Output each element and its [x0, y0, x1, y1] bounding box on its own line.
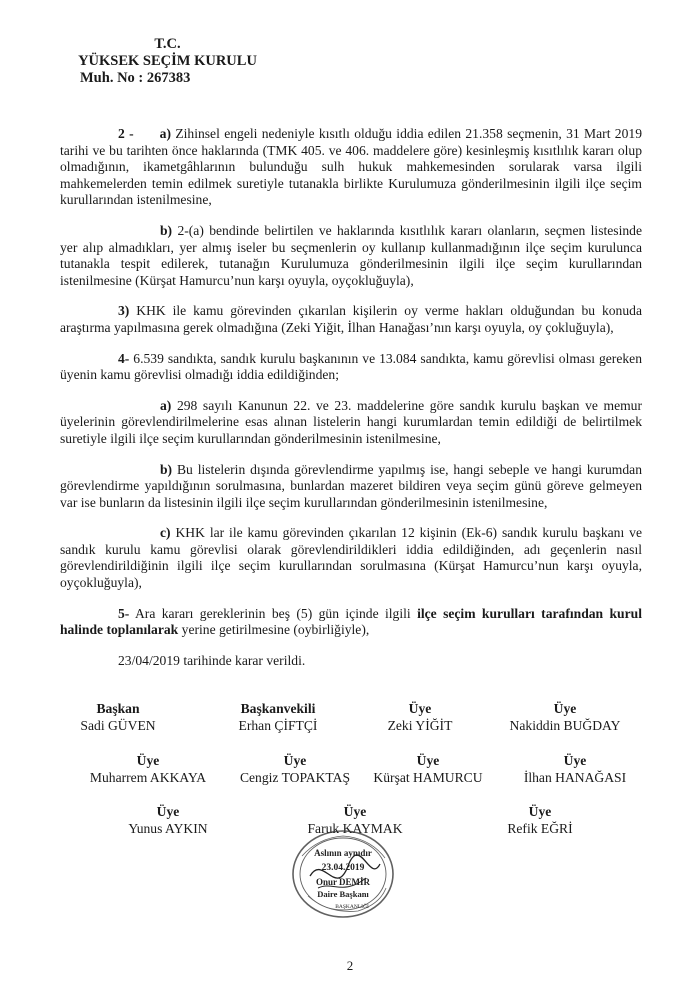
- item-letter: a): [159, 126, 171, 141]
- paragraph-text: Bu listelerin dışında görevlendirme yapılmış ise, hangi sebeple ve hangi kurumdan görevlendirme yapıldığının sorulmasına, bunlardan mazeret bildiren veya seçim günü göreve gelmeyen var ise bunların da listesinin ilgili ilçe seçim kurullarından gönderilmesinin istenilmesine,: [60, 461, 642, 510]
- signature-role: Üye: [528, 804, 552, 819]
- stamp-text-line-4: Daire Başkanı: [317, 889, 369, 899]
- item-letter: a): [160, 397, 172, 413]
- paragraph-text: KHK lar ile kamu görevinden çıkarılan 12 kişinin (Ek-6) sandık kurulu başkanı ve sandık kurulu kamu görevlisi olarak görevlendirildikleri iddia edildiğinden, adı geçenlerin nasıl görevlendirildiğinin ilgili ilçe seçim kurullarından sorulmasına (Kürşat Hamurcu’nun karşı oyuyla, oyçokluğuyla),: [60, 525, 642, 591]
- item-number: 5-: [118, 605, 130, 621]
- paragraph-text: 6.539 sandıkta, sandık kurulu başkanının ve 13.084 sandıkta, kamu görevlisi olması gereken üyenin kamu görevlisi olmadığı iddia edildiğinden;: [60, 350, 642, 383]
- paragraph-3: [60, 303, 642, 336]
- signature-name: Faruk KAYMAK: [307, 821, 403, 836]
- stamp-text-line-1: Aslının aynıdır: [314, 848, 372, 858]
- signature-block: [465, 803, 615, 837]
- signature-block: [345, 700, 495, 734]
- paragraph-4a: [60, 398, 642, 448]
- paragraph-4: [60, 351, 642, 384]
- item-number: 2 -: [118, 126, 134, 141]
- paragraph-5: [60, 606, 642, 639]
- decision-date-line: 23/04/2019 tarihinde karar verildi.: [118, 652, 306, 668]
- paragraph-text: Ara kararı gereklerinin beş (5) gün içinde ilgili: [134, 605, 411, 621]
- signature-name: Sadi GÜVEN: [80, 718, 156, 733]
- signature-role: Başkanvekili: [240, 701, 316, 716]
- signature-role: Üye: [553, 701, 577, 716]
- header-country: T.C.: [154, 36, 181, 52]
- paragraph-2a: [60, 126, 642, 209]
- item-letter: b): [160, 461, 173, 477]
- item-letter: b): [160, 222, 173, 238]
- signature-name: Cengiz TOPAKTAŞ: [239, 770, 351, 785]
- signature-name: Kürşat HAMURCU: [373, 770, 483, 785]
- signature-role: Başkan: [96, 701, 140, 716]
- paragraph-4c: [60, 525, 642, 591]
- signature-name: Zeki YİĞİT: [387, 718, 453, 733]
- page-number: 2: [346, 958, 354, 973]
- header-institution: YÜKSEK SEÇİM KURULU: [78, 53, 257, 69]
- signature-block: [220, 752, 370, 786]
- signature-block: [500, 752, 650, 786]
- item-letter: c): [160, 525, 171, 541]
- paragraph-text: 2-(a) bendinde belirtilen ve haklarında kısıtlılık kararı olanların, seçmen listesinde yer alıp almadıkları, yer almış iseler bu seçmenlerin oy kullanıp kullanmadığının ilçe seçim kurulunca tutanakla tespit edilerek, tutanağın Kurulumuza gönderilmesinin ilgili ilçe seçim kurullarından istenilmesine (Kürşat Hamurcu’nun karşı oyuyla, oyçokluğuyla),: [60, 222, 642, 288]
- signature-role: Üye: [416, 753, 440, 768]
- signature-row-1: [60, 700, 642, 736]
- signature-role: Üye: [283, 753, 307, 768]
- signature-name: Muharrem AKKAYA: [89, 770, 207, 785]
- signature-block: [203, 700, 353, 734]
- stamp-text-line-3: Onur DEMİR: [315, 877, 371, 887]
- signature-block: [93, 803, 243, 837]
- signature-role: Üye: [343, 804, 367, 819]
- signature-block: [353, 752, 503, 786]
- signature-role: Üye: [563, 753, 587, 768]
- signature-name: Refik EĞRİ: [507, 821, 573, 836]
- stamp-text-line-2: 23.04.2019: [321, 863, 365, 873]
- stamp-text-line-5: BAŞKANLIĞI: [335, 904, 369, 910]
- signature-name: İlhan HANAĞASI: [523, 770, 627, 785]
- paragraph-emphasis: ilçe seçim kurulları tarafından kurul halinde toplanılarak: [60, 605, 642, 638]
- paragraph-text: Zihinsel engeli nedeniyle kısıtlı olduğu iddia edilen 21.358 seçmenin, 31 Mart 2019 tarihi ve bu tarihten önce haklarında (TMK 405. ve 406. maddelere göre) kesinleşmiş kısıtlılık kararı olup olmadığının, ikametgâhlarının bulunduğu sulh hukuk mahkemesinden sorularak varsa ilgili mahkemelerden temin edilmek suretiyle tutanakla birlikte Kurulumuza gönderilmesinin ilgili ilçe seçim kurullarından istenilmesine,: [60, 126, 642, 208]
- paragraph-text: 298 sayılı Kanunun 22. ve 23. maddelerine göre sandık kurulu başkan ve memur üyelerinin görevlendirilmelerine esas alınan listelerin hangi kurumlardan temin edildiği de belirtilmek suretiyle ilgili ilçe seçim kurullarından gönderilmesinin istenilmesine,: [60, 397, 643, 446]
- paragraph-2b: [60, 223, 642, 289]
- signature-role: Üye: [408, 701, 432, 716]
- decision-body: [60, 126, 642, 683]
- official-stamp-seal: [288, 826, 398, 921]
- item-number: 4-: [118, 350, 130, 366]
- signature-name: Nakiddin BUĞDAY: [509, 718, 621, 733]
- signature-block: [490, 700, 640, 734]
- signature-name: Erhan ÇİFTÇİ: [238, 718, 318, 733]
- paragraph-text-end: yerine getirilmesine (oybirliğiyle),: [181, 622, 370, 638]
- signature-name: Yunus AYKIN: [128, 821, 208, 836]
- signature-role: Üye: [136, 753, 160, 768]
- signature-row-2: [60, 752, 642, 788]
- signature-role: Üye: [156, 804, 180, 819]
- signature-block: [73, 752, 223, 786]
- header-reference-number: Muh. No : 267383: [80, 70, 191, 86]
- item-number: 3): [118, 303, 130, 319]
- signature-block: [43, 700, 193, 734]
- paragraph-text: KHK ile kamu görevinden çıkarılan kişilerin oy verme hakları olduğundan bu konuda araştırma yapılmasına gerek olmadığına (Zeki Yiğit, İlhan Hanağası’nın karşı oyuyla, oy çokluğuyla),: [60, 303, 642, 335]
- paragraph-4b: [60, 462, 642, 512]
- document-header: [60, 36, 275, 87]
